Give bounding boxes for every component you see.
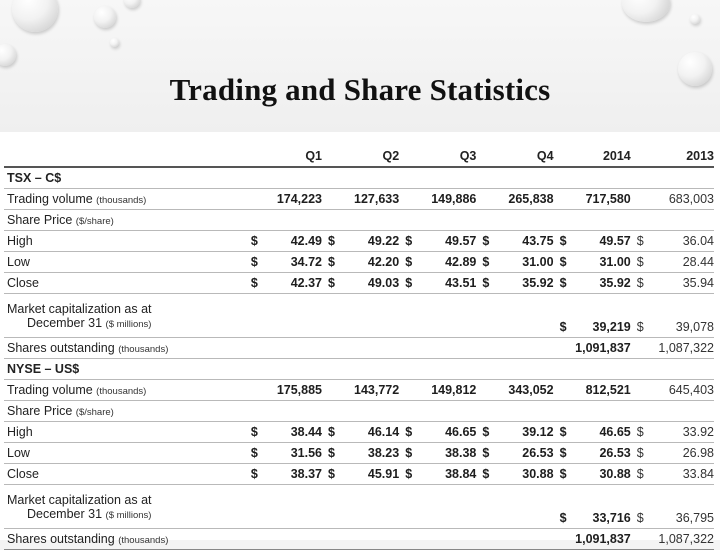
unit-label: ($/share): [75, 216, 114, 227]
statistics-table: [4, 146, 714, 550]
table-cell: 42.37: [265, 273, 328, 294]
currency-symbol: $: [328, 231, 342, 252]
unit-label: (thousands): [118, 344, 169, 355]
table-cell: 175,885: [265, 380, 328, 401]
table-cell: 26.53: [574, 443, 637, 464]
currency-symbol: $: [405, 464, 419, 485]
currency-symbol: $: [251, 231, 265, 252]
currency-symbol: $: [482, 231, 496, 252]
currency-symbol: $: [482, 443, 496, 464]
water-drop-decoration: [690, 14, 700, 24]
table-cell: 36.04: [655, 231, 714, 252]
table-cell: 149,886: [419, 189, 482, 210]
table-cell: 46.14: [342, 422, 405, 443]
section-row-tsx: [4, 167, 714, 189]
currency-symbol: $: [637, 273, 655, 294]
water-drop-decoration: [94, 6, 116, 28]
table-cell: 49.03: [342, 273, 405, 294]
currency-symbol: $: [251, 273, 265, 294]
table-cell: 35.94: [655, 273, 714, 294]
row-label: Close: [4, 464, 251, 485]
table-cell: 46.65: [419, 422, 482, 443]
unit-label: ($/share): [75, 407, 114, 418]
currency-symbol: $: [560, 443, 574, 464]
unit-label: ($ millions): [105, 509, 152, 521]
table-cell: 46.65: [574, 422, 637, 443]
row-label: High: [4, 231, 251, 252]
table-cell: 174,223: [265, 189, 328, 210]
unit-label: (thousands): [96, 386, 147, 397]
table-cell: 42.20: [342, 252, 405, 273]
currency-symbol: $: [482, 464, 496, 485]
currency-symbol: $: [637, 231, 655, 252]
currency-symbol: $: [405, 252, 419, 273]
table-cell: 38.23: [342, 443, 405, 464]
row-label: Share Price: [7, 213, 73, 227]
table-cell: 717,580: [574, 189, 637, 210]
table-row: [4, 210, 714, 231]
table-cell: 39,078: [655, 294, 714, 338]
currency-symbol: $: [482, 252, 496, 273]
currency-symbol: $: [637, 464, 655, 485]
currency-symbol: $: [482, 422, 496, 443]
unit-label: (thousands): [96, 195, 147, 206]
table-cell: 33,716: [574, 485, 637, 529]
row-label: Low: [4, 252, 251, 273]
currency-symbol: $: [637, 252, 655, 273]
currency-symbol: $: [328, 273, 342, 294]
table-row: [4, 529, 714, 550]
table-cell: 39.12: [497, 422, 560, 443]
table-cell: 1,087,322: [637, 529, 714, 550]
table-cell: 1,091,837: [560, 529, 637, 550]
water-drop-decoration: [110, 38, 119, 47]
row-label: Market capitalization as at: [7, 492, 152, 507]
currency-symbol: $: [251, 443, 265, 464]
table-row: [4, 401, 714, 422]
header-q4: Q4: [497, 146, 560, 167]
row-label: December 31: [27, 315, 103, 330]
section-label-nyse: NYSE – US$: [4, 359, 714, 380]
currency-symbol: $: [637, 422, 655, 443]
currency-symbol: $: [637, 485, 655, 529]
row-label: Shares outstanding: [7, 341, 115, 355]
row-label: Share Price: [7, 404, 73, 418]
table-cell: 49.57: [419, 231, 482, 252]
currency-symbol: $: [482, 273, 496, 294]
table-cell: 36,795: [655, 485, 714, 529]
table-cell: 30.88: [574, 464, 637, 485]
table-cell: 149,812: [419, 380, 482, 401]
table-row: [4, 231, 714, 252]
table-cell: 33.92: [655, 422, 714, 443]
currency-symbol: $: [328, 443, 342, 464]
section-row-nyse: [4, 359, 714, 380]
table-row: [4, 485, 714, 529]
table-cell: 1,087,322: [637, 338, 714, 359]
currency-symbol: $: [560, 485, 574, 529]
table-row: [4, 294, 714, 338]
table-cell: 38.84: [419, 464, 482, 485]
table-cell: 35.92: [497, 273, 560, 294]
currency-symbol: $: [328, 252, 342, 273]
table-row: [4, 443, 714, 464]
currency-symbol: $: [251, 422, 265, 443]
row-label: Market capitalization as at: [7, 301, 152, 316]
section-label-tsx: TSX – C$: [4, 167, 714, 189]
table-cell: 49.22: [342, 231, 405, 252]
table-row: [4, 273, 714, 294]
currency-symbol: $: [405, 422, 419, 443]
table-cell: 43.75: [497, 231, 560, 252]
table-cell: 343,052: [497, 380, 560, 401]
table-cell: 31.00: [574, 252, 637, 273]
table-cell: 49.57: [574, 231, 637, 252]
table-row: [4, 338, 714, 359]
header-2013: 2013: [655, 146, 714, 167]
table-cell: 26.53: [497, 443, 560, 464]
statistics-document: [0, 132, 720, 546]
slide-title: Trading and Share Statistics: [169, 72, 551, 107]
table-cell: 143,772: [342, 380, 405, 401]
row-label: Shares outstanding: [7, 532, 115, 546]
table-cell: 42.89: [419, 252, 482, 273]
table-cell: 33.84: [655, 464, 714, 485]
header-2014: 2014: [574, 146, 637, 167]
table-cell: 43.51: [419, 273, 482, 294]
table-cell: 34.72: [265, 252, 328, 273]
table-cell: 26.98: [655, 443, 714, 464]
currency-symbol: $: [328, 422, 342, 443]
table-row: [4, 380, 714, 401]
currency-symbol: $: [405, 443, 419, 464]
table-header-row: [4, 146, 714, 167]
unit-label: ($ millions): [105, 318, 152, 330]
table-cell: 683,003: [655, 189, 714, 210]
currency-symbol: $: [405, 273, 419, 294]
table-cell: 42.49: [265, 231, 328, 252]
table-cell: 38.38: [419, 443, 482, 464]
currency-symbol: $: [251, 252, 265, 273]
table-cell: 127,633: [342, 189, 405, 210]
unit-label: (thousands): [118, 535, 169, 546]
table-cell: 30.88: [497, 464, 560, 485]
row-label: High: [4, 422, 251, 443]
row-label: December 31: [27, 506, 103, 521]
row-label: Trading volume: [7, 192, 93, 206]
currency-symbol: $: [560, 252, 574, 273]
currency-symbol: $: [560, 231, 574, 252]
table-cell: 38.37: [265, 464, 328, 485]
header-q1: Q1: [265, 146, 328, 167]
table-cell: 31.56: [265, 443, 328, 464]
header-q2: Q2: [342, 146, 405, 167]
table-cell: 812,521: [574, 380, 637, 401]
currency-symbol: $: [637, 443, 655, 464]
table-row: [4, 252, 714, 273]
table-row: [4, 422, 714, 443]
table-cell: 31.00: [497, 252, 560, 273]
table-cell: 35.92: [574, 273, 637, 294]
row-label: Trading volume: [7, 383, 93, 397]
currency-symbol: $: [251, 464, 265, 485]
currency-symbol: $: [560, 422, 574, 443]
header-q3: Q3: [419, 146, 482, 167]
table-cell: 28.44: [655, 252, 714, 273]
currency-symbol: $: [328, 464, 342, 485]
currency-symbol: $: [560, 294, 574, 338]
table-cell: 45.91: [342, 464, 405, 485]
table-cell: 645,403: [655, 380, 714, 401]
currency-symbol: $: [560, 464, 574, 485]
table-row: [4, 189, 714, 210]
row-label: Close: [4, 273, 251, 294]
table-cell: 1,091,837: [560, 338, 637, 359]
currency-symbol: $: [560, 273, 574, 294]
table-cell: 38.44: [265, 422, 328, 443]
table-row: [4, 464, 714, 485]
currency-symbol: $: [637, 294, 655, 338]
table-cell: 265,838: [497, 189, 560, 210]
table-cell: 39,219: [574, 294, 637, 338]
currency-symbol: $: [405, 231, 419, 252]
row-label: Low: [4, 443, 251, 464]
